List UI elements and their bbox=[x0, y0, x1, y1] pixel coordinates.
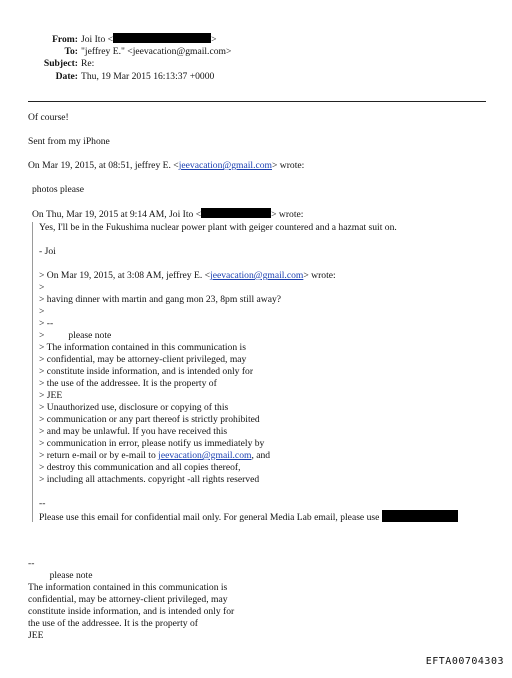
email-header bbox=[26, 33, 266, 83]
email-link[interactable]: jeevacation@gmail.com bbox=[158, 450, 252, 461]
body-line: > communication in error, please notify us immediately by bbox=[39, 438, 265, 449]
quoted-reply bbox=[32, 222, 498, 522]
body-line: confidential, may be attorney-client privileged, may bbox=[28, 594, 228, 605]
body-line: > including all attachments. copyright -all rights reserved bbox=[39, 474, 260, 485]
redaction-box bbox=[382, 510, 458, 522]
quote-header: On Mar 19, 2015, at 08:51, jeffrey E. <jeevacation@gmail.com> wrote: bbox=[28, 160, 305, 171]
body-line: Of course! bbox=[28, 112, 69, 123]
body-line: Yes, I'll be in the Fukushima nuclear power plant with geiger countered and a hazmat suit on. bbox=[39, 222, 397, 233]
body-line: > bbox=[39, 282, 45, 293]
subject-row bbox=[26, 58, 266, 71]
email-link[interactable]: jeevacation@gmail.com bbox=[178, 160, 272, 171]
from-row bbox=[26, 33, 266, 46]
body-line: constitute inside information, and is intended only for bbox=[28, 606, 235, 617]
email-body bbox=[28, 112, 498, 642]
signature-line: Please use this email for confidential mail only. For general Media Lab email, please use bbox=[39, 510, 498, 522]
document-id: EFTA00704303 bbox=[425, 655, 504, 667]
body-line: > confidential, may be attorney-client privileged, may bbox=[39, 354, 247, 365]
to-row bbox=[26, 46, 266, 59]
body-line: > bbox=[39, 306, 45, 317]
body-line: > and may be unlawful. If you have received this bbox=[39, 426, 228, 437]
body-line: The information contained in this communication is bbox=[28, 582, 228, 593]
quote-header: On Thu, Mar 19, 2015 at 9:14 AM, Joi Ito < > wrote: bbox=[32, 209, 304, 220]
body-line: > constitute inside information, and is intended only for bbox=[39, 366, 254, 377]
subject-value: Re: bbox=[81, 58, 95, 69]
date-row bbox=[26, 71, 266, 84]
redaction-box bbox=[201, 208, 271, 218]
subject-label: Subject: bbox=[43, 58, 78, 69]
body-line: > having dinner with martin and gang mon 23, 8pm still away? bbox=[39, 294, 282, 305]
body-line: > The information contained in this communication is bbox=[39, 342, 246, 353]
redaction-box bbox=[113, 33, 211, 43]
body-line: -- bbox=[39, 498, 46, 509]
body-line: the use of the addressee. It is the property of bbox=[28, 618, 198, 629]
body-line: photos please bbox=[32, 184, 84, 195]
body-line: > JEE bbox=[39, 390, 63, 401]
to-label: To: bbox=[64, 45, 78, 57]
header-divider bbox=[28, 101, 486, 102]
body-line: > destroy this communication and all copies thereof, bbox=[39, 462, 241, 473]
body-line: Sent from my iPhone bbox=[28, 136, 110, 147]
quote-header: > On Mar 19, 2015, at 3:08 AM, jeffrey E. <jeevacation@gmail.com> wrote: bbox=[39, 270, 336, 281]
nested-quote bbox=[39, 270, 498, 486]
body-line: please note bbox=[28, 570, 93, 581]
body-line: - Joi bbox=[39, 246, 56, 257]
body-line: -- bbox=[28, 558, 35, 569]
date-value: Thu, 19 Mar 2015 16:13:37 +0000 bbox=[81, 70, 215, 82]
body-line: JEE bbox=[28, 630, 44, 641]
date-label: Date: bbox=[55, 70, 78, 82]
body-line: > -- bbox=[39, 318, 54, 329]
email-link[interactable]: jeevacation@gmail.com bbox=[210, 270, 304, 281]
body-line: > communication or any part thereof is strictly prohibited bbox=[39, 414, 260, 425]
body-line: > Unauthorized use, disclosure or copying of this bbox=[39, 402, 229, 413]
from-tail: > bbox=[211, 34, 217, 45]
to-value: "jeffrey E." <jeevacation@gmail.com> bbox=[81, 45, 232, 57]
body-line: > the use of the addressee. It is the property of bbox=[39, 378, 217, 389]
from-value: Joi Ito < bbox=[81, 34, 114, 45]
body-line: > please note bbox=[39, 330, 112, 341]
from-label: From: bbox=[52, 34, 78, 45]
body-line: > return e-mail or by e-mail to jeevacation@gmail.com, and bbox=[39, 450, 271, 461]
